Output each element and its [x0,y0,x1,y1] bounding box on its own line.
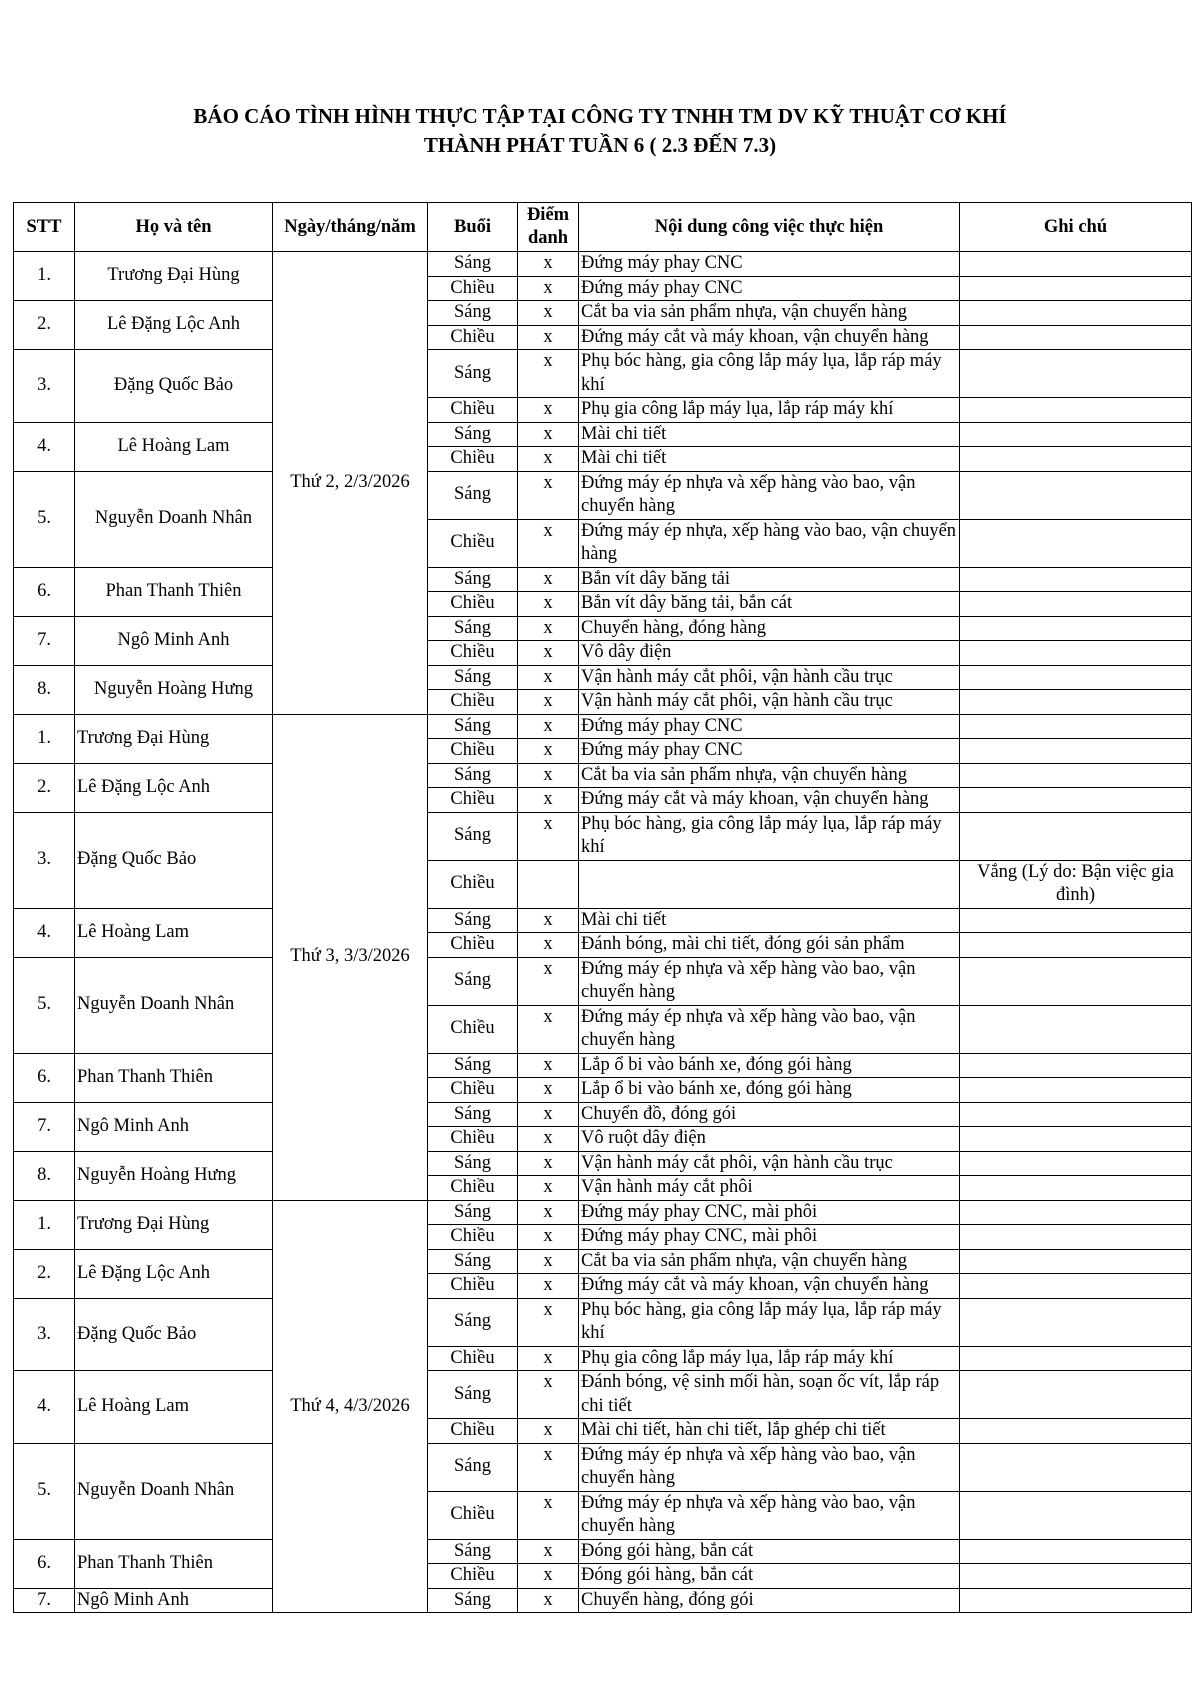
table-row [14,471,1192,519]
row-date: Thứ 2, 2/3/2026 [273,252,428,715]
report-title-line-2: THÀNH PHÁT TUẦN 6 ( 2.3 ĐẾN 7.3) [423,133,777,157]
row-attendance-mark: x [518,1443,579,1491]
row-session: Sáng [428,471,518,519]
row-note [960,1564,1192,1589]
row-name: Ngô Minh Anh [75,616,273,665]
row-note [960,1419,1192,1444]
row-attendance-mark: x [518,665,579,690]
row-attendance-mark: x [518,1274,579,1299]
row-note [960,422,1192,447]
row-attendance-mark: x [518,1151,579,1176]
row-name: Nguyễn Doanh Nhân [75,1443,273,1539]
table-row [14,567,1192,592]
row-task [579,860,960,908]
row-stt: 3. [14,350,75,423]
row-attendance-mark: x [518,276,579,301]
row-session: Chiều [428,1419,518,1444]
row-note [960,592,1192,617]
row-note [960,567,1192,592]
row-session: Chiều [428,860,518,908]
row-session: Sáng [428,957,518,1005]
row-task: Đứng máy ép nhựa và xếp hàng vào bao, vận chuyển hàng [579,471,960,519]
row-session: Sáng [428,1053,518,1078]
row-task: Đứng máy phay CNC [579,252,960,277]
table-row [14,1588,1192,1613]
row-session: Chiều [428,1078,518,1103]
row-task: Đứng máy ép nhựa và xếp hàng vào bao, vận chuyển hàng [579,1005,960,1053]
row-session: Chiều [428,1225,518,1250]
row-session: Sáng [428,567,518,592]
table-row [14,301,1192,326]
header-attendance: Điểm danh [518,203,579,252]
row-task: Đứng máy ép nhựa và xếp hàng vào bao, vận chuyển hàng [579,1443,960,1491]
table-row [14,1443,1192,1491]
table-row [14,1539,1192,1564]
table-row [14,665,1192,690]
row-session: Chiều [428,690,518,715]
row-stt: 5. [14,471,75,567]
row-task: Đứng máy phay CNC [579,739,960,764]
row-attendance-mark: x [518,1053,579,1078]
table-row [14,1102,1192,1127]
row-note [960,398,1192,423]
row-session: Chiều [428,1491,518,1539]
row-task: Đánh bóng, vệ sinh mối hàn, soạn ốc vít, lắp ráp chi tiết [579,1371,960,1419]
row-session: Sáng [428,665,518,690]
row-stt: 5. [14,1443,75,1539]
row-session: Sáng [428,350,518,398]
row-stt: 1. [14,252,75,301]
row-task: Vận hành máy cắt phôi [579,1176,960,1201]
row-attendance-mark: x [518,641,579,666]
row-task: Phụ gia công lắp máy lụa, lắp ráp máy khí [579,1346,960,1371]
row-stt: 1. [14,1200,75,1249]
row-name: Trương Đại Hùng [75,252,273,301]
row-task: Bắn vít dây băng tải, bắn cát [579,592,960,617]
row-session: Chiều [428,641,518,666]
row-session: Chiều [428,739,518,764]
table-row [14,763,1192,788]
row-attendance-mark: x [518,422,579,447]
row-task: Mài chi tiết [579,422,960,447]
row-task: Chuyển đồ, đóng gói [579,1102,960,1127]
row-note [960,714,1192,739]
row-attendance-mark: x [518,567,579,592]
row-session: Chiều [428,1005,518,1053]
row-note [960,1274,1192,1299]
row-note [960,1005,1192,1053]
row-attendance-mark: x [518,350,579,398]
row-task: Phụ gia công lắp máy lụa, lắp ráp máy khí [579,398,960,423]
header-task: Nội dung công việc thực hiện [579,203,960,252]
row-task: Vô dây điện [579,641,960,666]
row-task: Phụ bóc hàng, gia công lắp máy lụa, lắp ráp máy khí [579,350,960,398]
row-attendance-mark: x [518,1127,579,1152]
row-name: Lê Hoàng Lam [75,422,273,471]
row-note [960,1200,1192,1225]
header-date: Ngày/tháng/năm [273,203,428,252]
row-attendance-mark: x [518,325,579,350]
row-note [960,665,1192,690]
row-name: Phan Thanh Thiên [75,567,273,616]
row-name: Trương Đại Hùng [75,1200,273,1249]
row-note [960,788,1192,813]
row-task: Vô ruột dây điện [579,1127,960,1152]
row-session: Sáng [428,301,518,326]
row-note [960,616,1192,641]
row-task: Vận hành máy cắt phôi, vận hành cầu trục [579,690,960,715]
row-note [960,301,1192,326]
row-note [960,1371,1192,1419]
row-task: Phụ bóc hàng, gia công lắp máy lụa, lắp ráp máy khí [579,812,960,860]
row-task: Lắp ổ bi vào bánh xe, đóng gói hàng [579,1078,960,1103]
row-task: Mài chi tiết [579,447,960,472]
row-note [960,1151,1192,1176]
table-row [14,957,1192,1005]
row-task: Bắn vít dây băng tải [579,567,960,592]
row-note [960,763,1192,788]
table-row [14,422,1192,447]
row-task: Đóng gói hàng, bắn cát [579,1539,960,1564]
row-attendance-mark: x [518,1200,579,1225]
row-attendance-mark: x [518,1491,579,1539]
table-header-row [14,203,1192,252]
row-task: Cắt ba via sản phẩm nhựa, vận chuyển hàng [579,301,960,326]
row-date: Thứ 4, 4/3/2026 [273,1200,428,1613]
row-session: Sáng [428,1539,518,1564]
row-session: Sáng [428,1102,518,1127]
row-stt: 6. [14,1539,75,1588]
row-note [960,519,1192,567]
table-row [14,812,1192,860]
report-title-line-1: BÁO CÁO TÌNH HÌNH THỰC TẬP TẠI CÔNG TY TNHH TM DV KỸ THUẬT CƠ KHÍ [193,104,1007,128]
row-session: Chiều [428,1127,518,1152]
row-task: Đứng máy ép nhựa, xếp hàng vào bao, vận chuyển hàng [579,519,960,567]
row-task: Đứng máy cắt và máy khoan, vận chuyển hàng [579,325,960,350]
row-stt: 1. [14,714,75,763]
row-stt: 7. [14,616,75,665]
row-note [960,1443,1192,1491]
row-session: Chiều [428,1274,518,1299]
row-name: Lê Đặng Lộc Anh [75,301,273,350]
row-note [960,325,1192,350]
row-stt: 3. [14,812,75,908]
row-task: Chuyển hàng, đóng gói [579,1588,960,1613]
row-session: Sáng [428,1371,518,1419]
row-note [960,1078,1192,1103]
row-session: Sáng [428,422,518,447]
row-session: Sáng [428,1298,518,1346]
row-attendance-mark: x [518,1588,579,1613]
row-name: Nguyễn Hoàng Hưng [75,665,273,714]
row-name: Ngô Minh Anh [75,1588,273,1613]
row-date: Thứ 3, 3/3/2026 [273,714,428,1200]
row-stt: 8. [14,665,75,714]
row-task: Đứng máy cắt và máy khoan, vận chuyển hàng [579,1274,960,1299]
row-session: Chiều [428,1176,518,1201]
row-attendance-mark: x [518,714,579,739]
row-session: Sáng [428,252,518,277]
row-session: Sáng [428,1249,518,1274]
row-attendance-mark: x [518,592,579,617]
row-note [960,908,1192,933]
row-session: Chiều [428,933,518,958]
table-row [14,1371,1192,1419]
row-note [960,739,1192,764]
row-attendance-mark: x [518,788,579,813]
row-stt: 3. [14,1298,75,1371]
row-note: Vắng (Lý do: Bận việc gia đình) [960,860,1192,908]
row-task: Vận hành máy cắt phôi, vận hành cầu trục [579,1151,960,1176]
row-task: Đứng máy phay CNC [579,714,960,739]
row-session: Sáng [428,1151,518,1176]
row-name: Lê Hoàng Lam [75,1371,273,1444]
row-attendance-mark: x [518,1078,579,1103]
row-note [960,957,1192,1005]
table-row [14,616,1192,641]
table-body [14,252,1192,1613]
row-stt: 2. [14,763,75,812]
row-attendance-mark: x [518,1249,579,1274]
header-session: Buổi [428,203,518,252]
row-stt: 6. [14,567,75,616]
row-note [960,350,1192,398]
row-name: Phan Thanh Thiên [75,1539,273,1588]
row-attendance-mark [518,860,579,908]
row-name: Lê Hoàng Lam [75,908,273,957]
row-note [960,1298,1192,1346]
row-task: Đánh bóng, mài chi tiết, đóng gói sản phẩm [579,933,960,958]
row-stt: 8. [14,1151,75,1200]
row-note [960,1225,1192,1250]
row-attendance-mark: x [518,957,579,1005]
row-attendance-mark: x [518,812,579,860]
row-attendance-mark: x [518,447,579,472]
row-attendance-mark: x [518,933,579,958]
row-session: Chiều [428,447,518,472]
table-row [14,908,1192,933]
row-attendance-mark: x [518,1371,579,1419]
table-row [14,350,1192,398]
row-task: Đứng máy phay CNC [579,276,960,301]
row-attendance-mark: x [518,908,579,933]
row-attendance-mark: x [518,1539,579,1564]
row-session: Chiều [428,325,518,350]
row-attendance-mark: x [518,252,579,277]
row-name: Đặng Quốc Bảo [75,350,273,423]
row-task: Cắt ba via sản phẩm nhựa, vận chuyển hàng [579,763,960,788]
row-task: Đứng máy ép nhựa và xếp hàng vào bao, vận chuyển hàng [579,1491,960,1539]
row-attendance-mark: x [518,1564,579,1589]
table-row [14,1249,1192,1274]
row-stt: 7. [14,1102,75,1151]
row-stt: 4. [14,1371,75,1444]
row-session: Sáng [428,763,518,788]
row-note [960,1127,1192,1152]
header-stt: STT [14,203,75,252]
row-attendance-mark: x [518,690,579,715]
row-session: Chiều [428,519,518,567]
row-session: Sáng [428,1200,518,1225]
row-attendance-mark: x [518,1419,579,1444]
row-note [960,447,1192,472]
row-note [960,276,1192,301]
row-attendance-mark: x [518,739,579,764]
row-stt: 5. [14,957,75,1053]
row-note [960,812,1192,860]
row-attendance-mark: x [518,1102,579,1127]
row-attendance-mark: x [518,1005,579,1053]
row-stt: 4. [14,908,75,957]
row-task: Đứng máy cắt và máy khoan, vận chuyển hàng [579,788,960,813]
row-session: Chiều [428,592,518,617]
row-session: Sáng [428,1588,518,1613]
row-name: Trương Đại Hùng [75,714,273,763]
row-session: Chiều [428,398,518,423]
table-row [14,1053,1192,1078]
row-session: Sáng [428,616,518,641]
row-note [960,641,1192,666]
row-name: Phan Thanh Thiên [75,1053,273,1102]
table-row [14,1151,1192,1176]
row-stt: 2. [14,1249,75,1298]
row-name: Ngô Minh Anh [75,1102,273,1151]
row-attendance-mark: x [518,1298,579,1346]
row-note [960,1102,1192,1127]
row-session: Sáng [428,908,518,933]
row-task: Vận hành máy cắt phôi, vận hành cầu trục [579,665,960,690]
table-row [14,1200,1192,1225]
row-task: Đứng máy phay CNC, mài phôi [579,1200,960,1225]
row-name: Nguyễn Doanh Nhân [75,957,273,1053]
row-task: Đứng máy phay CNC, mài phôi [579,1225,960,1250]
table-row [14,252,1192,277]
row-note [960,252,1192,277]
row-name: Nguyễn Doanh Nhân [75,471,273,567]
row-note [960,1249,1192,1274]
row-attendance-mark: x [518,398,579,423]
header-note: Ghi chú [960,203,1192,252]
row-task: Lắp ổ bi vào bánh xe, đóng gói hàng [579,1053,960,1078]
row-note [960,1491,1192,1539]
row-stt: 7. [14,1588,75,1613]
row-session: Sáng [428,714,518,739]
row-stt: 4. [14,422,75,471]
row-attendance-mark: x [518,763,579,788]
table-row [14,1298,1192,1346]
row-name: Lê Đặng Lộc Anh [75,1249,273,1298]
row-name: Nguyễn Hoàng Hưng [75,1151,273,1200]
internship-report-table [13,202,1192,1613]
row-note [960,471,1192,519]
row-stt: 6. [14,1053,75,1102]
row-name: Lê Đặng Lộc Anh [75,763,273,812]
row-task: Phụ bóc hàng, gia công lắp máy lụa, lắp ráp máy khí [579,1298,960,1346]
row-session: Sáng [428,812,518,860]
report-title [0,102,1200,160]
row-task: Chuyển hàng, đóng hàng [579,616,960,641]
row-attendance-mark: x [518,616,579,641]
row-session: Sáng [428,1443,518,1491]
row-note [960,1539,1192,1564]
row-name: Đặng Quốc Bảo [75,812,273,908]
row-task: Đứng máy ép nhựa và xếp hàng vào bao, vận chuyển hàng [579,957,960,1005]
row-note [960,1053,1192,1078]
row-note [960,933,1192,958]
row-note [960,690,1192,715]
row-stt: 2. [14,301,75,350]
row-task: Cắt ba via sản phẩm nhựa, vận chuyển hàng [579,1249,960,1274]
row-task: Đóng gói hàng, bắn cát [579,1564,960,1589]
row-note [960,1176,1192,1201]
row-task: Mài chi tiết, hàn chi tiết, lắp ghép chi tiết [579,1419,960,1444]
row-attendance-mark: x [518,1346,579,1371]
table-row [14,714,1192,739]
row-attendance-mark: x [518,519,579,567]
row-session: Chiều [428,276,518,301]
row-name: Đặng Quốc Bảo [75,1298,273,1371]
row-session: Chiều [428,1346,518,1371]
row-task: Mài chi tiết [579,908,960,933]
row-attendance-mark: x [518,1176,579,1201]
row-attendance-mark: x [518,301,579,326]
row-session: Chiều [428,788,518,813]
row-attendance-mark: x [518,1225,579,1250]
header-name: Họ và tên [75,203,273,252]
row-session: Chiều [428,1564,518,1589]
row-note [960,1346,1192,1371]
row-note [960,1588,1192,1613]
row-attendance-mark: x [518,471,579,519]
